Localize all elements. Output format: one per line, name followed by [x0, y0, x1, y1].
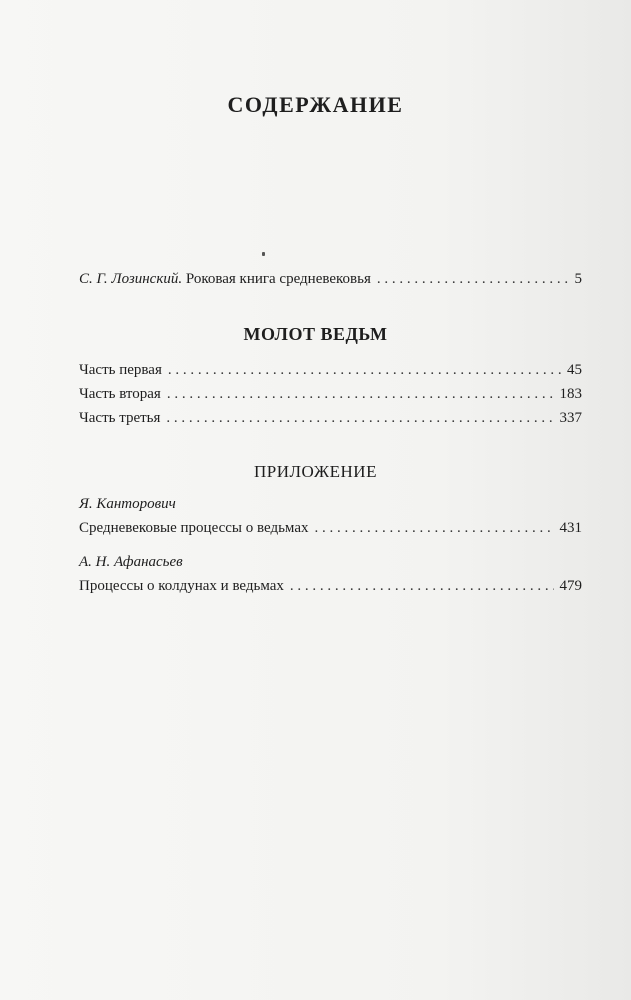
appendix-title: ПРИЛОЖЕНИЕ — [254, 462, 377, 481]
appendix-author: Я. Канторович — [79, 496, 176, 512]
toc-entry-page: 479 — [559, 578, 582, 594]
toc-entry-page: 5 — [574, 271, 582, 287]
toc-entry-page: 183 — [559, 386, 582, 402]
toc-entry-page: 431 — [559, 520, 582, 536]
toc-entry-page: 45 — [567, 362, 582, 378]
toc-entry-title-text: Роковая книга средневековья — [185, 271, 371, 287]
toc-entry-title: Процессы о колдунах и ведьмах — [79, 578, 284, 594]
toc-entry-part-2 — [79, 384, 582, 404]
dot-leader — [377, 269, 569, 289]
dot-leader — [314, 518, 553, 538]
toc-entry-title: Часть третья — [79, 410, 161, 426]
toc-entry-intro — [79, 269, 582, 289]
toc-entry-page: 337 — [559, 410, 582, 426]
appendix-author: А. Н. Афанасьев — [79, 554, 183, 570]
toc-entry-author: С. Г. Лозинский. — [79, 271, 183, 287]
toc-entry-appendix-2 — [79, 576, 582, 596]
page-title: СОДЕРЖАНИЕ — [227, 92, 404, 117]
toc-entry-title — [79, 269, 371, 289]
toc-entry-title: Средневековые процессы о ведьмах — [79, 520, 309, 536]
dot-leader — [168, 360, 561, 380]
section-title: МОЛОТ ВЕДЬМ — [243, 324, 388, 344]
toc-entry-part-3 — [79, 408, 582, 428]
dot-leader — [167, 384, 554, 404]
dot-leader — [166, 408, 553, 428]
toc-entry-appendix-1 — [79, 518, 582, 538]
toc-entry-title: Часть первая — [79, 362, 162, 378]
dot-leader — [290, 576, 554, 596]
toc-entry-part-1 — [79, 360, 582, 380]
toc-entry-title: Часть вторая — [79, 386, 161, 402]
ink-speck — [262, 252, 265, 256]
